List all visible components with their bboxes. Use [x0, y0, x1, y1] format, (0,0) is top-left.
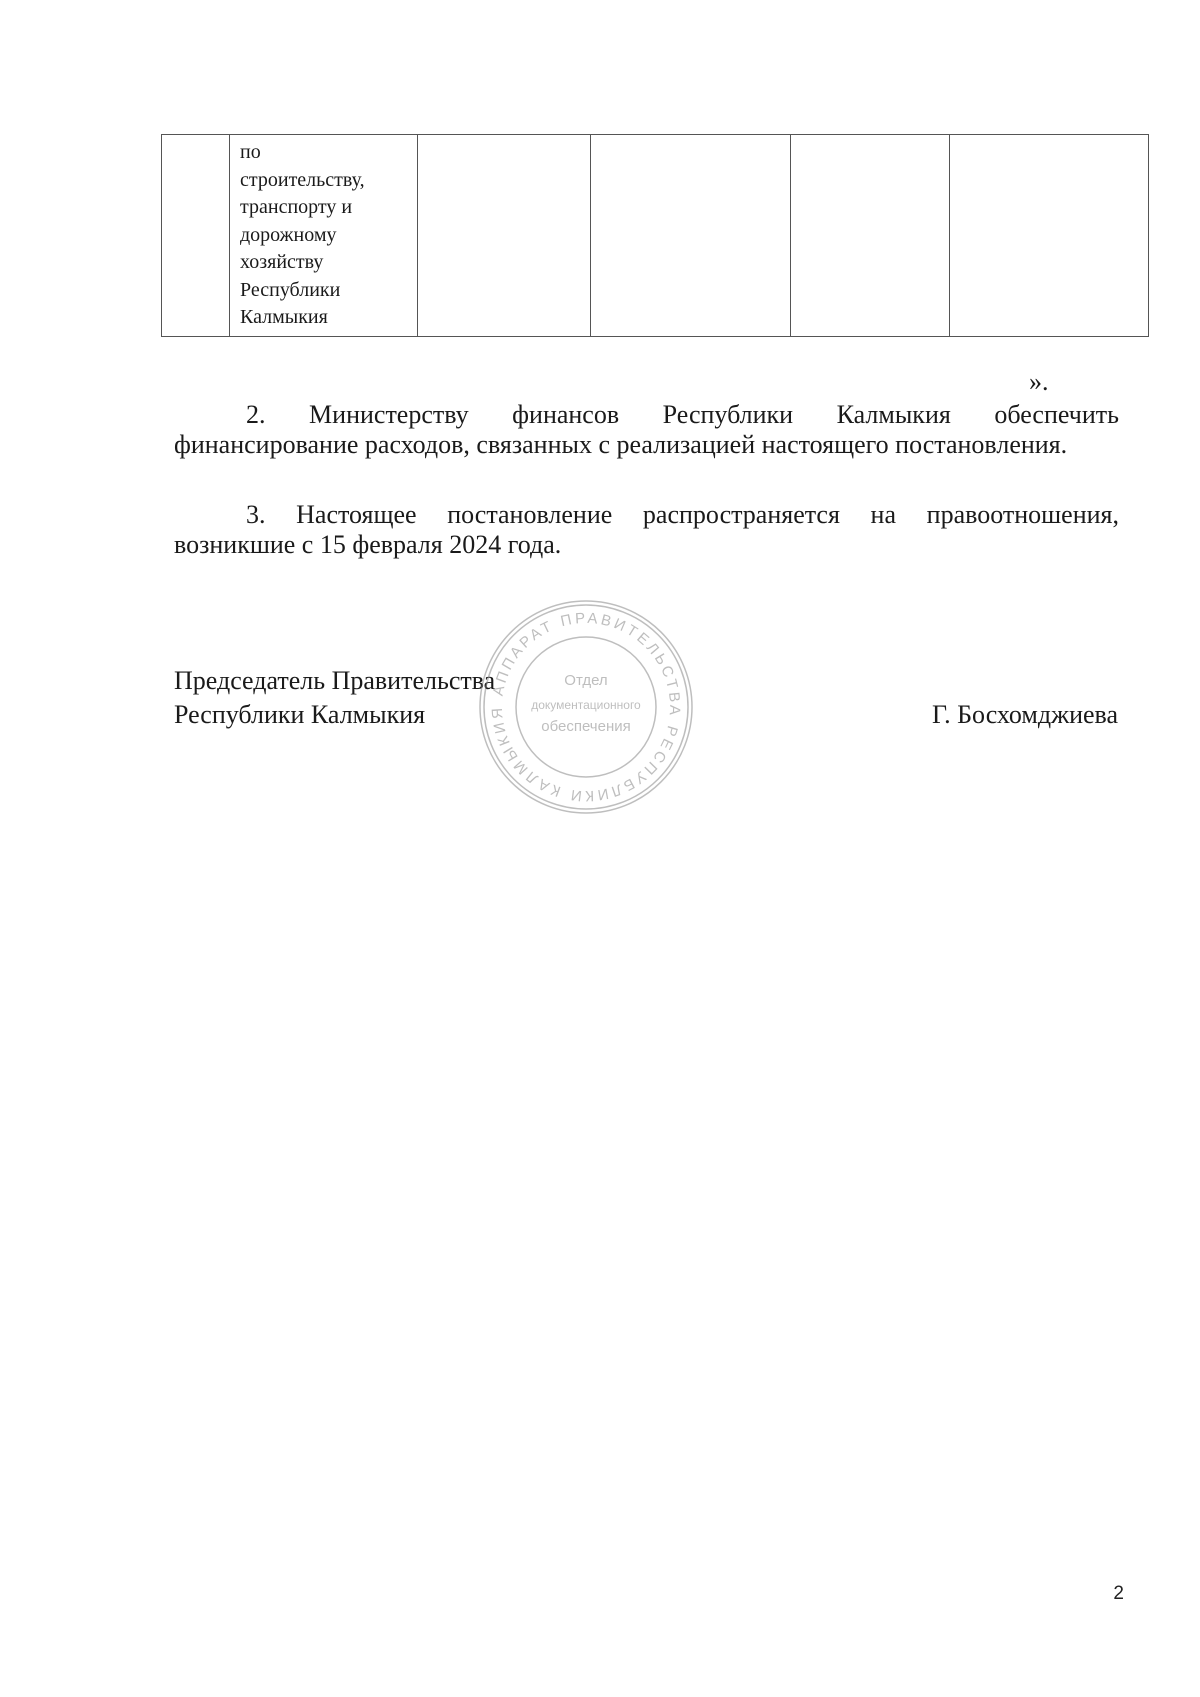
- table-cell: [162, 135, 230, 337]
- official-stamp-icon: [476, 597, 696, 817]
- ministry-name-cell-text: по строительству, транспорту и дорожному хозяйству Республики Калмыкия: [240, 141, 365, 328]
- signatory-title-line1: Председатель Правительства: [174, 666, 496, 695]
- page-number: 2: [1113, 1583, 1124, 1604]
- table-cell: [230, 135, 418, 337]
- table-cell: [591, 135, 791, 337]
- stamp-inner-line3: обеспечения: [541, 718, 631, 735]
- table-row: [162, 135, 1149, 337]
- signatory-name: Г. Босхомджиева: [932, 700, 1118, 729]
- paragraph-2: 2. Министерству финансов Республики Калмыкия обеспечить финансирование расходов, связанных с реализацией настоящего постановления.: [174, 400, 1119, 459]
- stamp-inner-line1: Отдел: [564, 672, 608, 689]
- closing-quote: ».: [1029, 367, 1049, 396]
- table-cell: [950, 135, 1149, 337]
- signatory-title-line2: Республики Калмыкия: [174, 700, 426, 729]
- table-cell: [791, 135, 950, 337]
- stamp-outer-text: АППАРАТ ПРАВИТЕЛЬСТВА РЕСПУБЛИКИ КАЛМЫКИЯ: [488, 609, 684, 805]
- continuation-table: [161, 134, 1149, 337]
- signatory-title: [174, 664, 495, 732]
- stamp-inner-line2: документационного: [531, 698, 641, 712]
- table-cell: [418, 135, 591, 337]
- paragraph-3: 3. Настоящее постановление распространяется на правоотношения, возникшие с 15 февраля 2024 года.: [174, 500, 1119, 559]
